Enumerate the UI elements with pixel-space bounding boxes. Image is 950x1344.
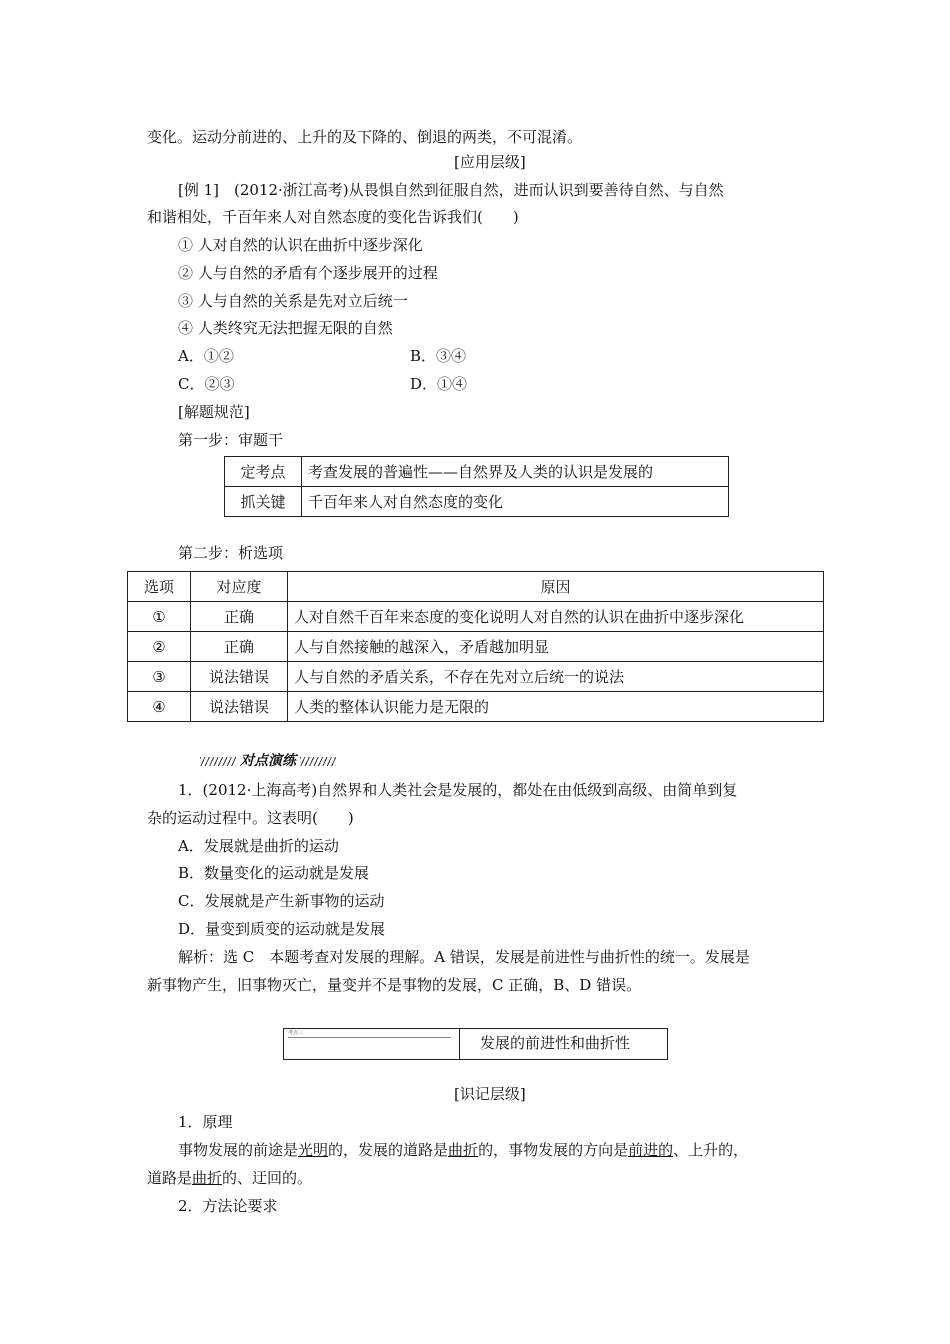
option-b: B．③④ (410, 347, 467, 365)
table-row (128, 632, 824, 662)
table2-cell: ② (128, 632, 191, 662)
example-item-3: ③ 人与自然的关系是先对立后统一 (178, 292, 408, 310)
analysis-line-2: 新事物产生，旧事物灭亡，量变并不是事物的发展，C 正确，B、D 错误。 (147, 976, 642, 994)
question-1-option-c: C．发展就是产生新事物的运动 (178, 892, 385, 910)
principle-text: 的，发展的道路是 (328, 1141, 449, 1159)
principle-heading: 1．原理 (178, 1113, 233, 1131)
table2-header-reason: 原因 (288, 572, 824, 602)
table1-value-1: 考查发展的普遍性——自然界及人类的认识是发展的 (302, 457, 729, 487)
question-1-line-2: 杂的运动过程中。这表明( ) (147, 809, 354, 827)
table-row (128, 602, 824, 632)
table-row (128, 662, 824, 692)
table2-cell: 正确 (191, 602, 288, 632)
table2-cell: 说法错误 (191, 692, 288, 722)
key-point-title: 发展的前进性和曲折性 (480, 1034, 631, 1052)
table2-cell: 说法错误 (191, 662, 288, 692)
question-1-option-d: D．量变到质变的运动就是发展 (178, 920, 386, 938)
key-point-box (283, 1028, 668, 1060)
principle-underline: 曲折 (192, 1169, 223, 1187)
analysis-line-1: 解析：选 C 本题考查对发展的理解。A 错误，发展是前进性与曲折性的统一。发展是 (178, 948, 750, 966)
option-analysis-table (127, 571, 824, 722)
table2-cell: ③ (128, 662, 191, 692)
step-1-heading: 第一步：审题干 (178, 431, 284, 449)
option-a: A．①② (178, 347, 234, 365)
step-2-heading: 第二步：析选项 (178, 544, 284, 562)
level-recall-heading: [识记层级] (454, 1085, 526, 1103)
question-1-option-b: B．数量变化的运动就是发展 (178, 864, 370, 882)
stripe-decoration-left (200, 757, 236, 766)
exam-point-table (224, 456, 729, 517)
practice-title: 对点演练 (240, 753, 296, 769)
principle-line-1 (178, 1140, 748, 1160)
table2-cell: ④ (128, 692, 191, 722)
principle-text: 、上升的， (673, 1141, 749, 1159)
key-point-label-cell (284, 1029, 460, 1059)
table2-cell: 正确 (191, 632, 288, 662)
principle-text: 事物发展的前途是 (178, 1141, 299, 1159)
example-line-1: [例 1] (2012·浙江高考)从畏惧自然到征服自然，进而认识到要善待自然、与自然 (178, 181, 724, 199)
option-d: D．①④ (410, 375, 468, 393)
example-item-2: ② 人与自然的矛盾有个逐步展开的过程 (178, 264, 438, 282)
principle-text: 的，事物发展的方向是 (478, 1141, 629, 1159)
principle-text: 的、迂回的。 (222, 1169, 313, 1187)
table2-cell: 人对自然千百年来态度的变化说明人对自然的认识在曲折中逐步深化 (288, 602, 824, 632)
key-point-rule (288, 1037, 451, 1038)
table-row (128, 692, 824, 722)
table1-label-1: 定考点 (225, 457, 302, 487)
table2-cell: 人与自然的矛盾关系，不存在先对立后统一的说法 (288, 662, 824, 692)
table2-header-fit: 对应度 (191, 572, 288, 602)
principle-underline: 前进的 (628, 1141, 674, 1159)
principle-underline: 光明 (298, 1141, 329, 1159)
principle-text: 道路是 (147, 1169, 193, 1187)
table2-header-option: 选项 (128, 572, 191, 602)
key-point-label: 考点三 (288, 1030, 304, 1036)
example-line-2: 和谐相处，千百年来人对自然态度的变化告诉我们( ) (147, 208, 519, 226)
method-heading: 2．方法论要求 (178, 1197, 278, 1215)
table2-cell: 人与自然接触的越深入，矛盾越加明显 (288, 632, 824, 662)
example-item-1: ① 人对自然的认识在曲折中逐步深化 (178, 236, 423, 254)
table1-value-2: 千百年来人对自然态度的变化 (302, 487, 729, 517)
solve-norm-heading: [解题规范] (178, 403, 250, 421)
table2-cell: ① (128, 602, 191, 632)
option-c: C．②③ (178, 375, 235, 393)
principle-line-2 (147, 1168, 312, 1188)
question-1-option-a: A．发展就是曲折的运动 (178, 837, 339, 855)
example-item-4: ④ 人类终究无法把握无限的自然 (178, 319, 393, 337)
table1-label-2: 抓关键 (225, 487, 302, 517)
table2-cell: 人类的整体认识能力是无限的 (288, 692, 824, 722)
question-1-line-1: 1．(2012·上海高考)自然界和人类社会是发展的，都处在由低级到高级、由简单到复 (178, 781, 738, 799)
stripe-decoration-right (300, 757, 336, 766)
intro-line: 变化。运动分前进的、上升的及下降的、倒退的两类，不可混淆。 (147, 128, 583, 146)
principle-underline: 曲折 (448, 1141, 479, 1159)
practice-banner (200, 750, 336, 771)
level-apply-heading: [应用层级] (454, 153, 526, 171)
